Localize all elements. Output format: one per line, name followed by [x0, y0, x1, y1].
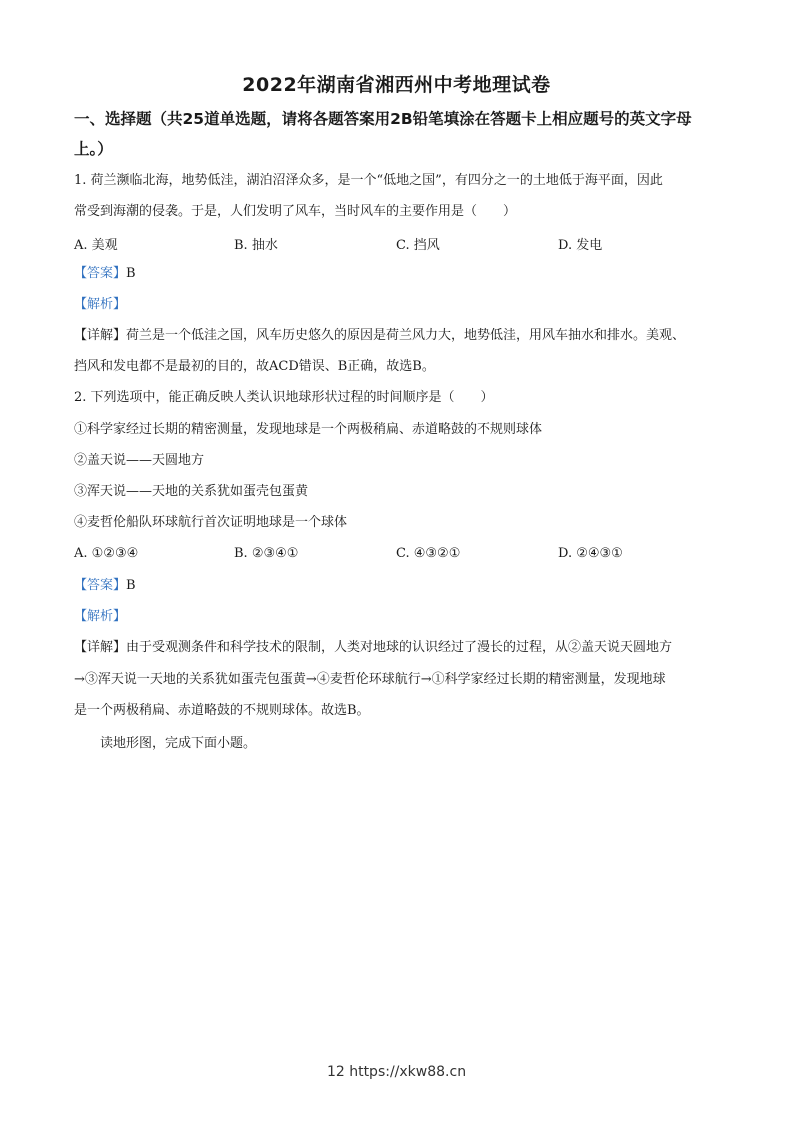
- answer-value: B: [126, 578, 136, 593]
- q2-detail-line2: →③浑天说一天地的关系犹如蛋壳包蛋黄→④麦哲伦环球航行→①科学家经过长期的精密测量，发现地球: [74, 672, 666, 687]
- q2-option-d: D. ②④③①: [558, 546, 623, 561]
- section-heading-line2: 上。）: [74, 140, 113, 158]
- detail-tag: 【详解】: [74, 640, 127, 655]
- q1-stem-line2: 常受到海潮的侵袭。于是，人们发明了风车，当时风车的主要作用是（ ）: [74, 204, 517, 219]
- detail-text: 荷兰是一个低洼之国，风车历史悠久的原因是荷兰风力大，地势低洼，用风车抽水和排水。美观、: [126, 328, 686, 343]
- detail-text: 由于受观测条件和科学技术的限制，人类对地球的认识经过了漫长的过程，从②盖天说天圆地方: [126, 640, 673, 655]
- answer-tag: 【答案】: [74, 266, 127, 281]
- section-heading-line1: 一、选择题（共25道单选题，请将各题答案用2B铅笔填涂在答题卡上相应题号的英文字母: [74, 110, 692, 128]
- answer-tag: 【答案】: [74, 578, 127, 593]
- q2-answer: [74, 577, 724, 595]
- q1-answer: [74, 265, 724, 283]
- q1-detail-line2: 挡风和发电都不是最初的目的，故ACD错误、B正确，故选B。: [74, 359, 435, 374]
- analysis-tag: 【解析】: [74, 297, 127, 312]
- q1-option-a: A. 美观: [74, 238, 118, 253]
- q1-option-d: D. 发电: [558, 238, 603, 253]
- analysis-tag: 【解析】: [74, 609, 127, 624]
- q2-options: [74, 546, 724, 564]
- page-title: 2022年湖南省湘西州中考地理试卷: [242, 74, 551, 96]
- detail-tag: 【详解】: [74, 328, 127, 343]
- q2-item-4: ④麦哲伦船队环球航行首次证明地球是一个球体: [74, 515, 348, 530]
- reading-prompt: 读地形图，完成下面小题。: [100, 736, 257, 751]
- q2-option-c: C. ④③②①: [396, 546, 461, 561]
- q2-option-a: A. ①②③④: [74, 546, 139, 561]
- q1-stem-line1: 1. 荷兰濒临北海，地势低洼，湖泊沼泽众多，是一个“低地之国”，有四分之一的土地低于海平面，因此: [74, 173, 663, 188]
- q2-item-2: ②盖天说——天圆地方: [74, 453, 205, 468]
- q1-detail-line1: [74, 327, 724, 345]
- q1-option-b: B. 抽水: [234, 238, 278, 253]
- q2-detail-line1: [74, 639, 724, 657]
- q2-stem: 2. 下列选项中，能正确反映人类认识地球形状过程的时间顺序是（ ）: [74, 390, 494, 405]
- q1-option-c: C. 挡风: [396, 238, 440, 253]
- answer-value: B: [126, 266, 136, 281]
- q1-analysis: [74, 296, 724, 314]
- q2-detail-line3: 是一个两极稍扁、赤道略鼓的不规则球体。故选B。: [74, 703, 370, 718]
- q1-options: [74, 234, 724, 252]
- q2-item-1: ①科学家经过长期的精密测量，发现地球是一个两极稍扁、赤道略鼓的不规则球体: [74, 422, 543, 437]
- q2-option-b: B. ②③④①: [234, 546, 299, 561]
- q2-item-3: ③浑天说——天地的关系犹如蛋壳包蛋黄: [74, 484, 309, 499]
- q2-analysis: [74, 608, 724, 626]
- page-footer: 12 https://xkw88.cn: [326, 1064, 467, 1080]
